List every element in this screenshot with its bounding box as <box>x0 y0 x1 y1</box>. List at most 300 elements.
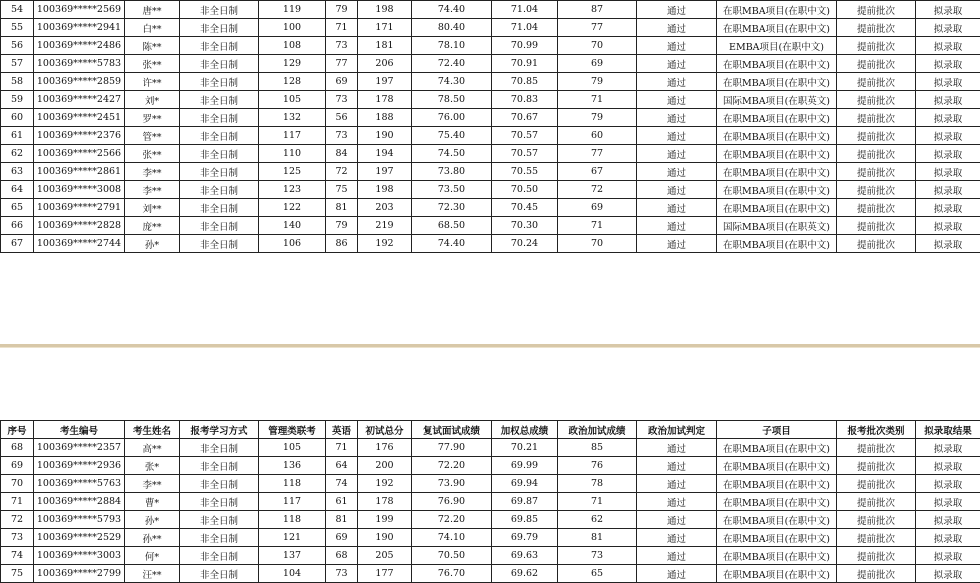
table-row <box>1 439 980 457</box>
table-cell: 孙* <box>125 235 180 253</box>
table-cell: 非全日制 <box>180 91 259 109</box>
table-cell: 非全日制 <box>180 475 259 493</box>
column-header: 英语 <box>326 421 358 439</box>
table-cell: 58 <box>1 73 34 91</box>
table-cell: 100369*****2357 <box>34 439 125 457</box>
table-row <box>1 109 980 127</box>
table-cell: 孙* <box>125 511 180 529</box>
table-cell: 67 <box>558 163 637 181</box>
table-cell: 118 <box>259 475 326 493</box>
column-header: 报考学习方式 <box>180 421 259 439</box>
admission-table-bottom <box>0 420 980 583</box>
table-cell: 128 <box>259 73 326 91</box>
table-cell: 74.40 <box>412 235 492 253</box>
table-row <box>1 511 980 529</box>
table-cell: 76.90 <box>412 493 492 511</box>
table-cell: 192 <box>358 475 412 493</box>
table-cell: 非全日制 <box>180 511 259 529</box>
table-cell: 78.50 <box>412 91 492 109</box>
table-cell: 非全日制 <box>180 1 259 19</box>
table-cell: 72.20 <box>412 511 492 529</box>
table-cell: 110 <box>259 145 326 163</box>
table-cell: 拟录取 <box>916 91 980 109</box>
table-cell: 70.45 <box>492 199 558 217</box>
table-cell: 非全日制 <box>180 565 259 583</box>
table-cell: 通过 <box>637 145 717 163</box>
table-cell: 69 <box>326 529 358 547</box>
table-cell: 76.00 <box>412 109 492 127</box>
table-cell: 在职MBA项目(在职中文) <box>717 511 837 529</box>
table-cell: 61 <box>1 127 34 145</box>
column-header: 政治加试判定 <box>637 421 717 439</box>
table-cell: 管** <box>125 127 180 145</box>
table-cell: 在职MBA项目(在职中文) <box>717 109 837 127</box>
table-cell: 69.85 <box>492 511 558 529</box>
table-cell: 拟录取 <box>916 181 980 199</box>
table-cell: 100369*****2828 <box>34 217 125 235</box>
table-cell: 198 <box>358 181 412 199</box>
table-cell: 100369*****2427 <box>34 91 125 109</box>
table-cell: 在职MBA项目(在职中文) <box>717 547 837 565</box>
table-cell: 74 <box>326 475 358 493</box>
table-cell: 70.57 <box>492 127 558 145</box>
table-cell: 100369*****2799 <box>34 565 125 583</box>
column-header: 政治加试成绩 <box>558 421 637 439</box>
table-cell: 70.55 <box>492 163 558 181</box>
table-cell: 119 <box>259 1 326 19</box>
table-cell: 55 <box>1 19 34 37</box>
table-cell: 100369*****2791 <box>34 199 125 217</box>
table-cell: 100369*****5793 <box>34 511 125 529</box>
table-cell: 提前批次 <box>837 109 916 127</box>
table-cell: 提前批次 <box>837 127 916 145</box>
table-row <box>1 475 980 493</box>
table-cell: 100369*****3008 <box>34 181 125 199</box>
bottom-table-body <box>1 439 980 583</box>
table-cell: 100369*****2941 <box>34 19 125 37</box>
table-cell: 129 <box>259 55 326 73</box>
table-cell: 国际MBA项目(在职英文) <box>717 91 837 109</box>
table-cell: 199 <box>358 511 412 529</box>
table-cell: 132 <box>259 109 326 127</box>
table-cell: 72 <box>1 511 34 529</box>
table-cell: 178 <box>358 493 412 511</box>
table-cell: 在职MBA项目(在职中文) <box>717 1 837 19</box>
table-cell: 67 <box>1 235 34 253</box>
table-cell: 拟录取 <box>916 529 980 547</box>
table-row <box>1 529 980 547</box>
table-cell: 通过 <box>637 529 717 547</box>
table-cell: 100369*****3003 <box>34 547 125 565</box>
table-cell: 提前批次 <box>837 529 916 547</box>
table-cell: 105 <box>259 91 326 109</box>
table-cell: 181 <box>358 37 412 55</box>
table-cell: 拟录取 <box>916 475 980 493</box>
table-cell: 190 <box>358 127 412 145</box>
table-cell: 100369*****2451 <box>34 109 125 127</box>
table-cell: 提前批次 <box>837 91 916 109</box>
table-cell: 79 <box>558 109 637 127</box>
table-cell: 提前批次 <box>837 145 916 163</box>
table-cell: 72 <box>326 163 358 181</box>
table-cell: 提前批次 <box>837 217 916 235</box>
table-cell: 非全日制 <box>180 145 259 163</box>
table-cell: 提前批次 <box>837 19 916 37</box>
table-cell: 在职MBA项目(在职中文) <box>717 199 837 217</box>
table-cell: 122 <box>259 199 326 217</box>
table-cell: 56 <box>1 37 34 55</box>
table-cell: 非全日制 <box>180 181 259 199</box>
table-cell: 100369*****2859 <box>34 73 125 91</box>
table-cell: 在职MBA项目(在职中文) <box>717 127 837 145</box>
table-cell: 非全日制 <box>180 235 259 253</box>
table-cell: 庞** <box>125 217 180 235</box>
table-row <box>1 235 980 253</box>
table-cell: 60 <box>558 127 637 145</box>
table-cell: 非全日制 <box>180 109 259 127</box>
table-cell: 通过 <box>637 91 717 109</box>
table-cell: 106 <box>259 235 326 253</box>
table-cell: 唐** <box>125 1 180 19</box>
table-cell: 提前批次 <box>837 439 916 457</box>
table-cell: 提前批次 <box>837 457 916 475</box>
table-cell: 70.57 <box>492 145 558 163</box>
table-cell: 拟录取 <box>916 37 980 55</box>
table-cell: 77 <box>558 19 637 37</box>
table-cell: 非全日制 <box>180 55 259 73</box>
table-cell: 192 <box>358 235 412 253</box>
table-cell: 非全日制 <box>180 529 259 547</box>
table-cell: 100369*****5763 <box>34 475 125 493</box>
table-cell: 85 <box>558 439 637 457</box>
table-cell: 国际MBA项目(在职英文) <box>717 217 837 235</box>
table-cell: 77 <box>558 145 637 163</box>
table-cell: 68 <box>1 439 34 457</box>
table-cell: 73 <box>326 91 358 109</box>
table-cell: 72.30 <box>412 199 492 217</box>
table-cell: 通过 <box>637 199 717 217</box>
table-cell: 通过 <box>637 37 717 55</box>
table-cell: 通过 <box>637 235 717 253</box>
table-cell: 拟录取 <box>916 127 980 145</box>
table-row <box>1 145 980 163</box>
column-header: 复试面试成绩 <box>412 421 492 439</box>
table-cell: 70.67 <box>492 109 558 127</box>
table-cell: 206 <box>358 55 412 73</box>
table-cell: 非全日制 <box>180 199 259 217</box>
column-header: 考生姓名 <box>125 421 180 439</box>
table-cell: 68.50 <box>412 217 492 235</box>
table-cell: 拟录取 <box>916 547 980 565</box>
table-cell: 非全日制 <box>180 493 259 511</box>
table-cell: 张** <box>125 55 180 73</box>
table-cell: 白** <box>125 19 180 37</box>
table-row <box>1 565 980 583</box>
table-cell: 70.99 <box>492 37 558 55</box>
table-cell: 拟录取 <box>916 55 980 73</box>
table-cell: 通过 <box>637 547 717 565</box>
table-cell: 76 <box>558 457 637 475</box>
table-cell: 提前批次 <box>837 37 916 55</box>
table-cell: 通过 <box>637 73 717 91</box>
table-cell: 拟录取 <box>916 199 980 217</box>
table-cell: 66 <box>1 217 34 235</box>
table-cell: 108 <box>259 37 326 55</box>
table-cell: 71 <box>1 493 34 511</box>
table-cell: 拟录取 <box>916 493 980 511</box>
table-cell: 71 <box>558 217 637 235</box>
table-cell: 60 <box>1 109 34 127</box>
table-cell: 非全日制 <box>180 439 259 457</box>
table-cell: 78.10 <box>412 37 492 55</box>
table-cell: 罗** <box>125 109 180 127</box>
table-cell: 陈** <box>125 37 180 55</box>
table-cell: 72 <box>558 181 637 199</box>
table-cell: 74.30 <box>412 73 492 91</box>
table-cell: 70 <box>558 37 637 55</box>
table-cell: 71.04 <box>492 1 558 19</box>
table-row <box>1 55 980 73</box>
table-cell: 79 <box>326 217 358 235</box>
column-header: 拟录取结果 <box>916 421 980 439</box>
table-row <box>1 127 980 145</box>
table-cell: 171 <box>358 19 412 37</box>
table-cell: 70 <box>1 475 34 493</box>
table-cell: 通过 <box>637 511 717 529</box>
table-cell: 拟录取 <box>916 163 980 181</box>
table-cell: 提前批次 <box>837 163 916 181</box>
table-cell: 拟录取 <box>916 19 980 37</box>
table-cell: 121 <box>259 529 326 547</box>
table-cell: 张** <box>125 145 180 163</box>
table-cell: 219 <box>358 217 412 235</box>
table-cell: 70.30 <box>492 217 558 235</box>
table-cell: 高** <box>125 439 180 457</box>
table-cell: 通过 <box>637 127 717 145</box>
table-cell: 拟录取 <box>916 235 980 253</box>
column-header: 加权总成绩 <box>492 421 558 439</box>
table-cell: 在职MBA项目(在职中文) <box>717 475 837 493</box>
table-cell: 非全日制 <box>180 547 259 565</box>
table-cell: 198 <box>358 1 412 19</box>
table-cell: 在职MBA项目(在职中文) <box>717 145 837 163</box>
table-cell: 拟录取 <box>916 217 980 235</box>
table-cell: 通过 <box>637 1 717 19</box>
table-cell: 100369*****2936 <box>34 457 125 475</box>
table-cell: 在职MBA项目(在职中文) <box>717 181 837 199</box>
table-cell: 71 <box>326 439 358 457</box>
table-cell: 70.91 <box>492 55 558 73</box>
table-cell: 通过 <box>637 439 717 457</box>
table-cell: 74.10 <box>412 529 492 547</box>
table-row <box>1 37 980 55</box>
table-cell: 李** <box>125 163 180 181</box>
table-cell: 74 <box>1 547 34 565</box>
table-cell: 81 <box>558 529 637 547</box>
table-cell: 刘** <box>125 199 180 217</box>
table-cell: 77.90 <box>412 439 492 457</box>
table-cell: 71.04 <box>492 19 558 37</box>
table-cell: 在职MBA项目(在职中文) <box>717 457 837 475</box>
table-cell: 69.62 <box>492 565 558 583</box>
table-cell: 提前批次 <box>837 511 916 529</box>
table-row <box>1 199 980 217</box>
table-cell: 通过 <box>637 109 717 127</box>
table-cell: 71 <box>326 19 358 37</box>
table-row <box>1 181 980 199</box>
table-cell: 137 <box>259 547 326 565</box>
table-cell: 孙** <box>125 529 180 547</box>
table-cell: 通过 <box>637 493 717 511</box>
table-row <box>1 73 980 91</box>
table-cell: 65 <box>1 199 34 217</box>
table-cell: 通过 <box>637 475 717 493</box>
table-cell: 200 <box>358 457 412 475</box>
table-cell: 57 <box>1 55 34 73</box>
table-cell: 72.20 <box>412 457 492 475</box>
table-cell: 通过 <box>637 55 717 73</box>
table-row <box>1 19 980 37</box>
table-cell: 曹* <box>125 493 180 511</box>
table-cell: 汪** <box>125 565 180 583</box>
table-cell: 提前批次 <box>837 55 916 73</box>
table-cell: 提前批次 <box>837 493 916 511</box>
table-cell: 100 <box>259 19 326 37</box>
table-cell: 140 <box>259 217 326 235</box>
table-cell: 81 <box>326 199 358 217</box>
table-cell: 56 <box>326 109 358 127</box>
table-cell: 77 <box>326 55 358 73</box>
page-break-divider-shadow <box>0 347 980 348</box>
table-cell: 70.21 <box>492 439 558 457</box>
table-cell: 76.70 <box>412 565 492 583</box>
table-cell: 61 <box>326 493 358 511</box>
table-row <box>1 163 980 181</box>
table-cell: 通过 <box>637 457 717 475</box>
table-cell: 通过 <box>637 19 717 37</box>
table-cell: 118 <box>259 511 326 529</box>
table-cell: 73.80 <box>412 163 492 181</box>
table-cell: 提前批次 <box>837 475 916 493</box>
table-cell: 69 <box>558 55 637 73</box>
table-cell: 通过 <box>637 565 717 583</box>
table-cell: 194 <box>358 145 412 163</box>
table-cell: 在职MBA项目(在职中文) <box>717 493 837 511</box>
table-cell: 203 <box>358 199 412 217</box>
table-cell: 提前批次 <box>837 1 916 19</box>
table-cell: 李** <box>125 475 180 493</box>
table-cell: 在职MBA项目(在职中文) <box>717 19 837 37</box>
table-cell: 100369*****2486 <box>34 37 125 55</box>
table-cell: 81 <box>326 511 358 529</box>
table-cell: 73.50 <box>412 181 492 199</box>
table-cell: 提前批次 <box>837 181 916 199</box>
table-cell: 73 <box>326 127 358 145</box>
table-cell: 提前批次 <box>837 235 916 253</box>
table-cell: 69 <box>1 457 34 475</box>
table-cell: 100369*****2861 <box>34 163 125 181</box>
table-cell: 62 <box>558 511 637 529</box>
table-cell: 84 <box>326 145 358 163</box>
table-row <box>1 1 980 19</box>
table-cell: 拟录取 <box>916 1 980 19</box>
table-cell: 205 <box>358 547 412 565</box>
table-cell: 在职MBA项目(在职中文) <box>717 565 837 583</box>
table-cell: 117 <box>259 127 326 145</box>
table-cell: 张* <box>125 457 180 475</box>
table-cell: 在职MBA项目(在职中文) <box>717 73 837 91</box>
table-cell: 80.40 <box>412 19 492 37</box>
table-cell: 117 <box>259 493 326 511</box>
table-cell: 71 <box>558 493 637 511</box>
table-row <box>1 547 980 565</box>
table-cell: 在职MBA项目(在职中文) <box>717 235 837 253</box>
table-cell: 177 <box>358 565 412 583</box>
table-cell: EMBA项目(在职中文) <box>717 37 837 55</box>
table-cell: 70 <box>558 235 637 253</box>
table-cell: 75 <box>326 181 358 199</box>
table-cell: 100369*****2566 <box>34 145 125 163</box>
table-cell: 非全日制 <box>180 127 259 145</box>
table-cell: 非全日制 <box>180 163 259 181</box>
column-header: 子项目 <box>717 421 837 439</box>
table-cell: 非全日制 <box>180 457 259 475</box>
table-cell: 在职MBA项目(在职中文) <box>717 55 837 73</box>
table-cell: 64 <box>1 181 34 199</box>
table-cell: 非全日制 <box>180 217 259 235</box>
table-cell: 何* <box>125 547 180 565</box>
table-cell: 69 <box>558 199 637 217</box>
table-cell: 73 <box>326 37 358 55</box>
table-cell: 86 <box>326 235 358 253</box>
table-cell: 74.40 <box>412 1 492 19</box>
table-cell: 拟录取 <box>916 145 980 163</box>
column-header: 报考批次类别 <box>837 421 916 439</box>
table-cell: 59 <box>1 91 34 109</box>
table-cell: 拟录取 <box>916 511 980 529</box>
table-cell: 178 <box>358 91 412 109</box>
table-cell: 100369*****2529 <box>34 529 125 547</box>
table-cell: 在职MBA项目(在职中文) <box>717 529 837 547</box>
table-cell: 非全日制 <box>180 37 259 55</box>
table-row <box>1 91 980 109</box>
table-cell: 非全日制 <box>180 19 259 37</box>
table-cell: 提前批次 <box>837 565 916 583</box>
column-header: 管理类联考 <box>259 421 326 439</box>
table-cell: 188 <box>358 109 412 127</box>
table-cell: 123 <box>259 181 326 199</box>
table-cell: 68 <box>326 547 358 565</box>
table-cell: 62 <box>1 145 34 163</box>
column-header: 初试总分 <box>358 421 412 439</box>
top-table-body <box>1 1 980 253</box>
table-cell: 70.24 <box>492 235 558 253</box>
table-cell: 100369*****2884 <box>34 493 125 511</box>
table-cell: 105 <box>259 439 326 457</box>
table-cell: 71 <box>558 91 637 109</box>
table-cell: 拟录取 <box>916 73 980 91</box>
table-cell: 70.83 <box>492 91 558 109</box>
table-header-row <box>1 421 980 439</box>
column-header: 序号 <box>1 421 34 439</box>
table-cell: 通过 <box>637 181 717 199</box>
table-cell: 176 <box>358 439 412 457</box>
table-cell: 70.85 <box>492 73 558 91</box>
table-cell: 75.40 <box>412 127 492 145</box>
table-cell: 通过 <box>637 163 717 181</box>
table-cell: 通过 <box>637 217 717 235</box>
table-cell: 197 <box>358 163 412 181</box>
